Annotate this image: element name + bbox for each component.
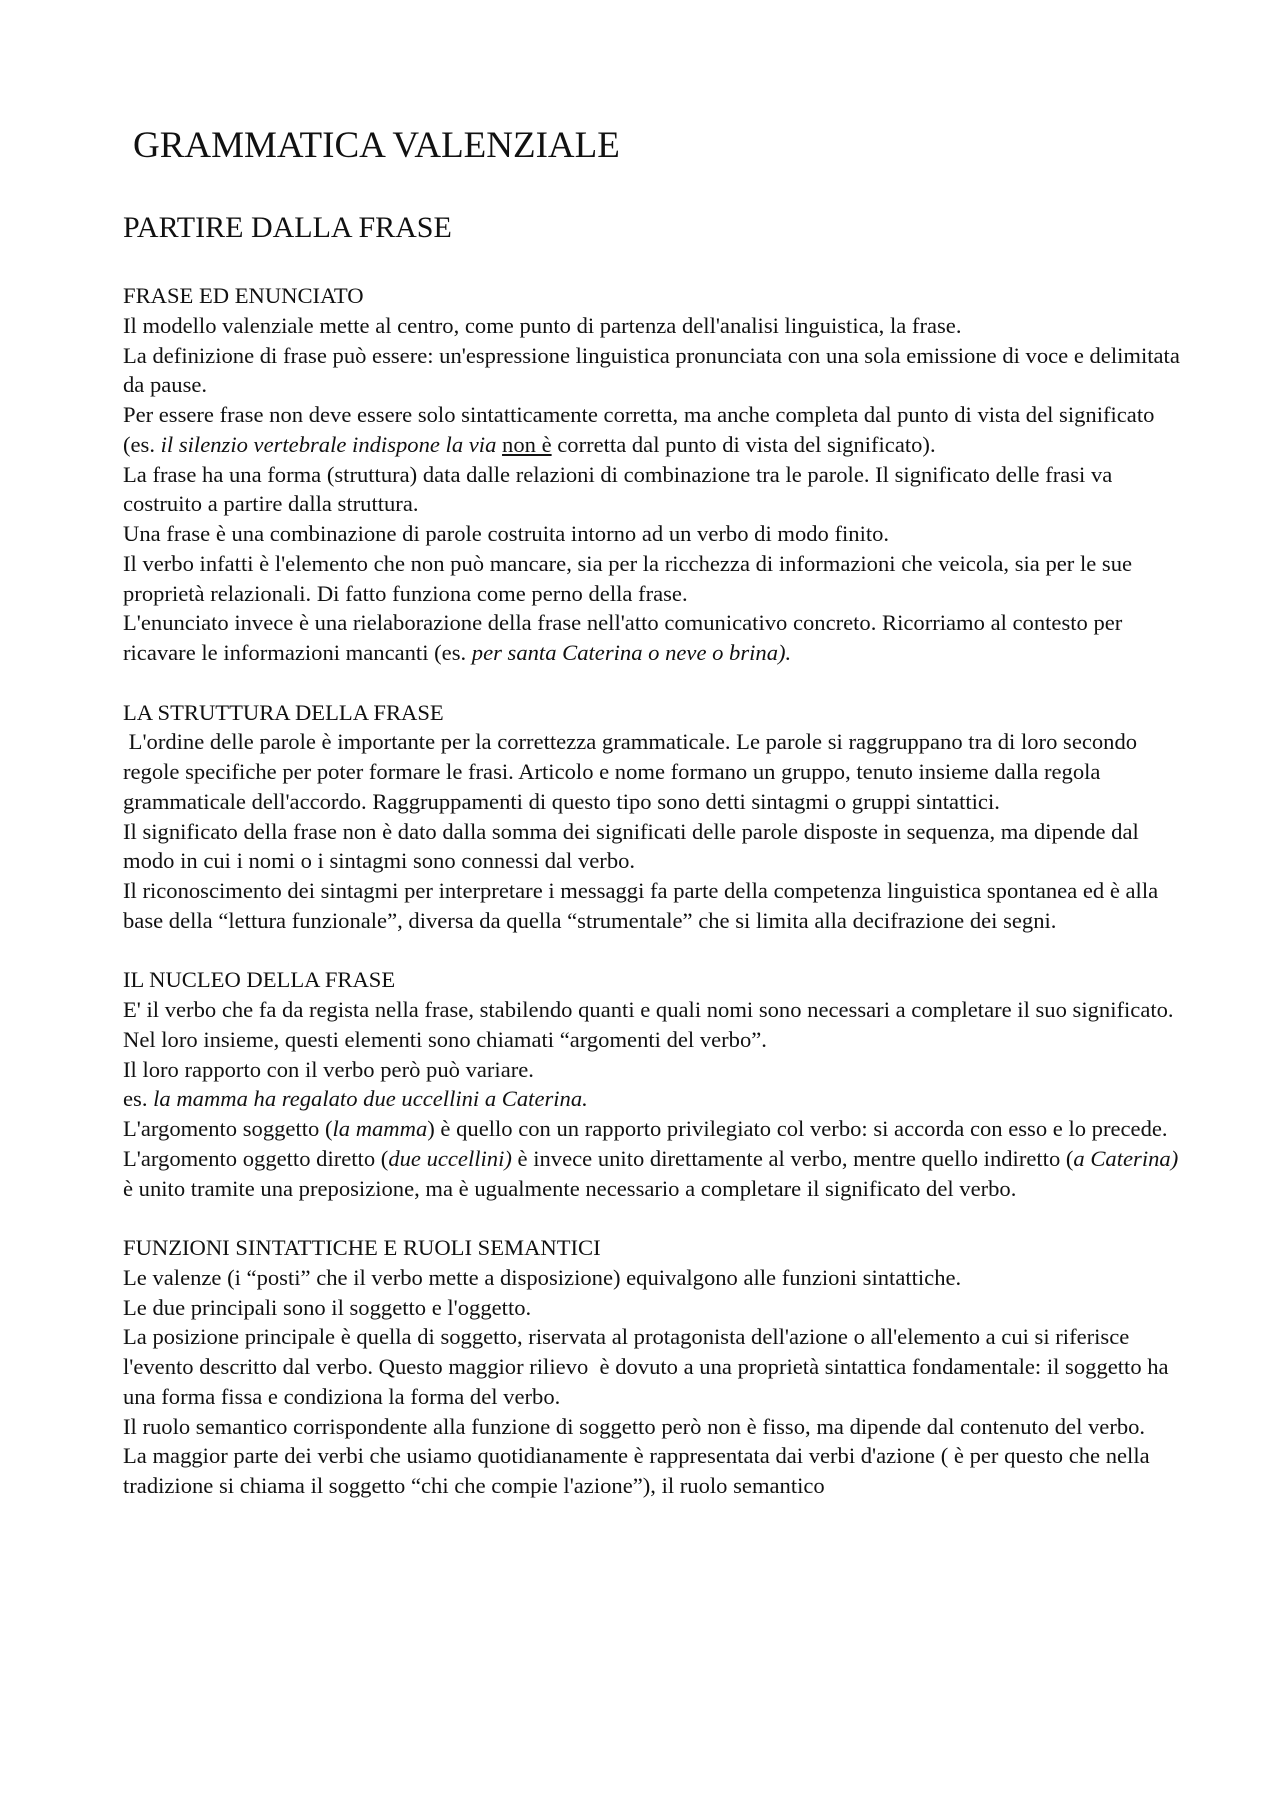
paragraph-text: è unito tramite una preposizione, ma è ugualmente necessario a completare il significato del verbo. <box>123 1175 1017 1201</box>
paragraph: E' il verbo che fa da regista nella frase, stabilendo quanti e quali nomi sono necessari a completare il suo significato. <box>123 997 1174 1022</box>
paragraph <box>123 608 1183 668</box>
underlined-text: non è <box>502 431 552 457</box>
section-nucleo-della-frase <box>123 965 1183 1203</box>
paragraph: Il verbo infatti è l'elemento che non può mancare, sia per la ricchezza di informazioni che veicola, sia per le sue proprietà relazionali. Di fatto funziona come perno della frase. <box>123 550 1133 606</box>
paragraph-text: Per essere frase non deve essere solo sintatticamente corretta, ma anche completa dal punto di vista del significato (es. <box>123 402 1155 457</box>
example-text: per santa Caterina o neve o brina). <box>471 640 792 665</box>
document-title: GRAMMATICA VALENZIALE <box>133 125 620 166</box>
paragraph: Il ruolo semantico corrispondente alla funzione di soggetto però non è fisso, ma dipende dal contenuto del verbo. <box>123 1413 1146 1439</box>
paragraph: Una frase è una combinazione di parole costruita intorno ad un verbo di modo finito. <box>123 521 890 546</box>
section-gap <box>123 668 1183 698</box>
paragraph <box>123 1084 1183 1114</box>
paragraph: La posizione principale è quella di soggetto, riservata al protagonista dell'azione o all'elemento a cui si riferisce l'evento descritto dal verbo. Questo maggior rilievo è dovuto a una proprietà sintattica fondamentale: il soggetto ha una forma fissa e condiziona la forma del verbo. <box>123 1324 1175 1409</box>
document-subtitle: PARTIRE DALLA FRASE <box>123 211 452 244</box>
paragraph: Le due principali sono il soggetto e l'oggetto. <box>123 1294 532 1320</box>
section-gap <box>123 1203 1183 1233</box>
paragraph: Il significato della frase non è dato dalla somma dei significati delle parole disposte in sequenza, ma dipende dal modo in cui i nomi o i sintagmi sono connessi dal verbo. <box>123 818 1139 874</box>
paragraph <box>123 1114 1183 1203</box>
paragraph: L'ordine delle parole è importante per la correttezza grammaticale. Le parole si raggruppano tra di loro secondo regole specifiche per poter formare le frasi. Articolo e nome formano un gruppo, tenuto insieme dalla regola grammaticale dell'accordo. Raggruppamenti di questo tipo sono detti sintagmi o gruppi sintattici. <box>123 729 1143 814</box>
example-text: il silenzio vertebrale indispone la via <box>160 431 497 457</box>
section-struttura-della-frase <box>123 698 1183 936</box>
paragraph-text: L'argomento soggetto ( <box>123 1116 333 1141</box>
section-funzioni-sintattiche <box>123 1233 1183 1501</box>
section-heading: FUNZIONI SINTATTICHE E RUOLI SEMANTICI <box>123 1235 601 1260</box>
paragraph: Il modello valenziale mette al centro, come punto di partenza dell'analisi linguistica, la frase. <box>123 312 962 338</box>
paragraph: Nel loro insieme, questi elementi sono chiamati “argomenti del verbo”. <box>123 1026 767 1052</box>
paragraph-text: L'enunciato invece è una rielaborazione della frase nell'atto comunicativo concreto. Ricorriamo al contesto per ricavare le informazioni mancanti (es. <box>123 610 1123 665</box>
paragraph: Il riconoscimento dei sintagmi per interpretare i messaggi fa parte della competenza linguistica spontanea ed è alla base della “lettura funzionale”, diversa da quella “strumentale” che si limita alla decifrazione dei segni. <box>123 878 1159 933</box>
paragraph: La maggior parte dei verbi che usiamo quotidianamente è rappresentata dai verbi d'azione ( è per questo che nella tradizione si chiama il soggetto “chi che compie l'azione”), il ruolo semantico <box>123 1443 1150 1498</box>
example-text: due uccellini) <box>388 1145 512 1171</box>
section-heading: LA STRUTTURA DELLA FRASE <box>123 699 444 725</box>
paragraph <box>123 400 1183 460</box>
paragraph: Il loro rapporto con il verbo però può variare. <box>123 1056 534 1082</box>
paragraph: La definizione di frase può essere: un'espressione linguistica pronunciata con una sola emissione di voce e delimitata da pause. <box>123 342 1180 398</box>
paragraph-text: es. <box>123 1086 154 1112</box>
paragraph: Le valenze (i “posti” che il verbo mette a disposizione) equivalgono alle funzioni sintattiche. <box>123 1264 962 1290</box>
section-gap <box>123 936 1183 966</box>
paragraph-text: è invece unito direttamente al verbo, mentre quello indiretto ( <box>511 1145 1074 1171</box>
example-text: la mamma <box>332 1116 428 1141</box>
section-frase-ed-enunciato <box>123 281 1183 668</box>
document-body <box>123 281 1183 1501</box>
example-text: la mamma ha regalato due uccellini a Caterina. <box>153 1086 588 1112</box>
section-heading: IL NUCLEO DELLA FRASE <box>123 967 396 993</box>
example-text: a Caterina) <box>1073 1145 1179 1171</box>
paragraph-text: corretta dal punto di vista del significato). <box>551 431 936 457</box>
section-heading: FRASE ED ENUNCIATO <box>123 283 364 308</box>
paragraph: La frase ha una forma (struttura) data dalle relazioni di combinazione tra le parole. Il significato delle frasi va costruito a partire dalla struttura. <box>123 461 1113 517</box>
paragraph-text: ) è quello con un rapporto privilegiato col verbo: si accorda con esso e lo precede. L'argomento oggetto diretto ( <box>123 1116 1168 1171</box>
